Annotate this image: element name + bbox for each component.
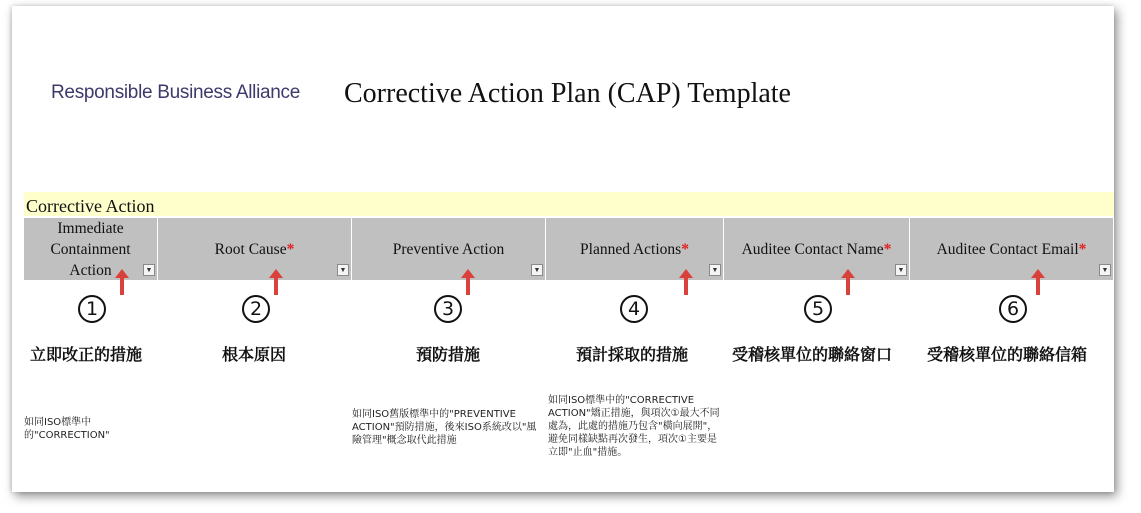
circled-number-4: 4 xyxy=(620,295,648,323)
header-immediate-containment-action xyxy=(24,218,158,280)
header-preventive-action xyxy=(352,218,546,280)
required-mark: * xyxy=(286,240,295,258)
header-label: Root Cause xyxy=(214,240,287,258)
filter-dropdown-icon[interactable]: ▼ xyxy=(1099,264,1111,276)
up-arrow-icon xyxy=(841,269,855,295)
up-arrow-icon xyxy=(461,269,475,295)
cn-label-6: 受稽核單位的聯絡信箱 xyxy=(927,345,1088,364)
up-arrow-icon xyxy=(269,269,283,295)
section-label: Corrective Action xyxy=(26,196,155,216)
filter-dropdown-icon[interactable]: ▼ xyxy=(895,264,907,276)
filter-dropdown-icon[interactable]: ▼ xyxy=(531,264,543,276)
section-band xyxy=(24,192,1114,216)
note-corrective-action: 如同ISO標準中的"CORRECTIVE ACTION"矯正措施，與項次①最大不同處為，此處的措施乃包含"橫向展開"，避免同樣缺點再次發生，項次①主要是立即"止血"措施。 xyxy=(548,395,720,458)
header-label: Preventive Action xyxy=(392,240,505,258)
org-name: Responsible Business Alliance xyxy=(51,82,301,103)
cn-label-3: 預防措施 xyxy=(416,345,481,364)
cap-template-sheet xyxy=(12,6,1114,492)
required-mark: * xyxy=(681,240,689,258)
cn-label-1: 立即改正的措施 xyxy=(30,345,143,364)
cn-label-5: 受稽核單位的聯絡窗口 xyxy=(732,345,893,364)
cn-label-2: 根本原因 xyxy=(222,345,287,364)
header-label: Immediate Containment Action xyxy=(50,219,131,279)
header-label: Auditee Contact Name xyxy=(741,240,884,258)
circled-number-5: 5 xyxy=(804,295,832,323)
required-mark: * xyxy=(1078,240,1087,258)
header-planned-actions xyxy=(546,218,724,280)
required-mark: * xyxy=(883,240,892,258)
note-preventive-action: 如同ISO舊版標準中的"PREVENTIVE ACTION"預防措施，後來ISO系統改以"風險管理"概念取代此措施 xyxy=(352,409,537,446)
filter-dropdown-icon[interactable]: ▼ xyxy=(337,264,349,276)
header-label: Auditee Contact Email xyxy=(936,240,1079,258)
document-title: Corrective Action Plan (CAP) Template xyxy=(344,78,791,109)
up-arrow-icon xyxy=(1031,269,1045,295)
header-auditee-contact-email xyxy=(910,218,1114,280)
up-arrow-icon xyxy=(679,269,693,295)
header-auditee-contact-name xyxy=(724,218,910,280)
header-label: Planned Actions xyxy=(580,240,682,258)
filter-dropdown-icon[interactable]: ▼ xyxy=(143,264,155,276)
circled-number-3: 3 xyxy=(434,295,462,323)
circled-number-2: 2 xyxy=(242,295,270,323)
filter-dropdown-icon[interactable]: ▼ xyxy=(709,264,721,276)
circled-number-1: 1 xyxy=(78,295,106,323)
circled-number-6: 6 xyxy=(999,295,1027,323)
cn-label-4: 預計採取的措施 xyxy=(576,345,689,364)
header-root-cause xyxy=(158,218,352,280)
note-correction: 如同ISO標準中的"CORRECTION" xyxy=(24,417,110,441)
up-arrow-icon xyxy=(115,269,129,295)
